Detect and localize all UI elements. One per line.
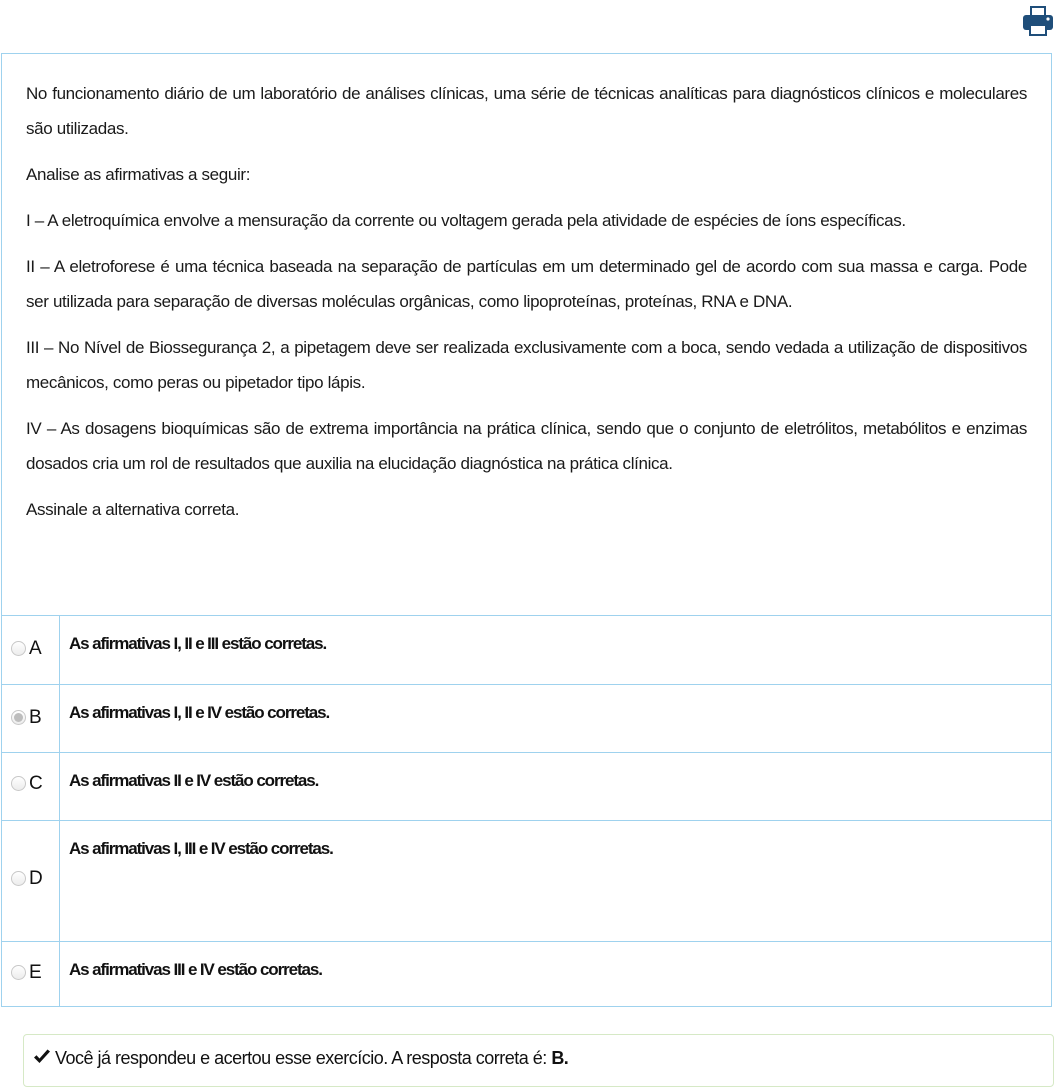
alternative-letter-cell bbox=[2, 942, 60, 1007]
alternative-letter: A bbox=[29, 638, 42, 659]
alternative-letter-cell bbox=[2, 685, 60, 752]
radio-e[interactable] bbox=[11, 965, 26, 980]
check-icon bbox=[33, 1049, 51, 1065]
alternative-d[interactable] bbox=[2, 820, 1051, 941]
question-card bbox=[1, 53, 1052, 1007]
alternative-letter: C bbox=[29, 773, 43, 794]
alternative-letter-cell bbox=[2, 616, 60, 684]
alternative-letter-cell bbox=[2, 753, 60, 820]
radio-a[interactable] bbox=[11, 641, 26, 656]
printer-icon bbox=[1021, 4, 1055, 38]
question-intro: No funcionamento diário de um laboratório de análises clínicas, uma série de técnicas analíticas para diagnósticos clínicos e moleculares são utilizadas. bbox=[26, 84, 1027, 138]
alternative-text: As afirmativas II e IV estão corretas. bbox=[69, 771, 319, 790]
statement-ii: II – A eletroforese é uma técnica baseada na separação de partículas em um determinado gel de acordo com sua massa e carga. Pode ser utilizada para separação de diversas moléculas orgânicas, como lipoproteínas, proteínas, RNA e DNA. bbox=[26, 257, 1027, 311]
alternative-text: As afirmativas I, II e IV estão corretas. bbox=[69, 703, 330, 722]
alternative-letter-cell bbox=[2, 821, 60, 941]
alternative-text: As afirmativas III e IV estão corretas. bbox=[69, 960, 322, 979]
feedback-alert bbox=[23, 1034, 1054, 1087]
print-button[interactable] bbox=[1021, 4, 1055, 38]
alternative-a[interactable] bbox=[2, 615, 1051, 684]
statement-iii: III – No Nível de Biossegurança 2, a pipetagem deve ser realizada exclusivamente com a boca, sendo vedada a utilização de dispositivos mecânicos, como peras ou pipetador tipo lápis. bbox=[26, 338, 1027, 392]
alternative-text: As afirmativas I, II e III estão corretas. bbox=[69, 634, 327, 653]
statement-i: I – A eletroquímica envolve a mensuração da corrente ou voltagem gerada pela atividade de espécies de íons específicas. bbox=[26, 211, 906, 230]
alternative-letter: D bbox=[29, 868, 43, 889]
feedback-answer: B. bbox=[551, 1048, 569, 1068]
alternative-text: As afirmativas I, III e IV estão corretas. bbox=[69, 839, 333, 858]
alternative-e[interactable] bbox=[2, 941, 1051, 1007]
radio-b[interactable] bbox=[11, 710, 26, 725]
feedback-message: Você já respondeu e acertou esse exercício. A resposta correta é: bbox=[55, 1048, 552, 1068]
question-instruction: Assinale a alternativa correta. bbox=[26, 500, 240, 519]
alternative-letter: B bbox=[29, 707, 42, 728]
alternative-letter: E bbox=[29, 962, 42, 983]
radio-c[interactable] bbox=[11, 776, 26, 791]
question-prompt: Analise as afirmativas a seguir: bbox=[26, 165, 251, 184]
statement-iv: IV – As dosagens bioquímicas são de extrema importância na prática clínica, sendo que o conjunto de eletrólitos, metabólitos e enzimas dosados cria um rol de resultados que auxilia na elucidação diagnóstica na prática clínica. bbox=[26, 419, 1027, 473]
radio-d[interactable] bbox=[11, 871, 26, 886]
question-statement bbox=[2, 54, 1051, 615]
alternative-c[interactable] bbox=[2, 752, 1051, 820]
alternative-b[interactable] bbox=[2, 684, 1051, 752]
